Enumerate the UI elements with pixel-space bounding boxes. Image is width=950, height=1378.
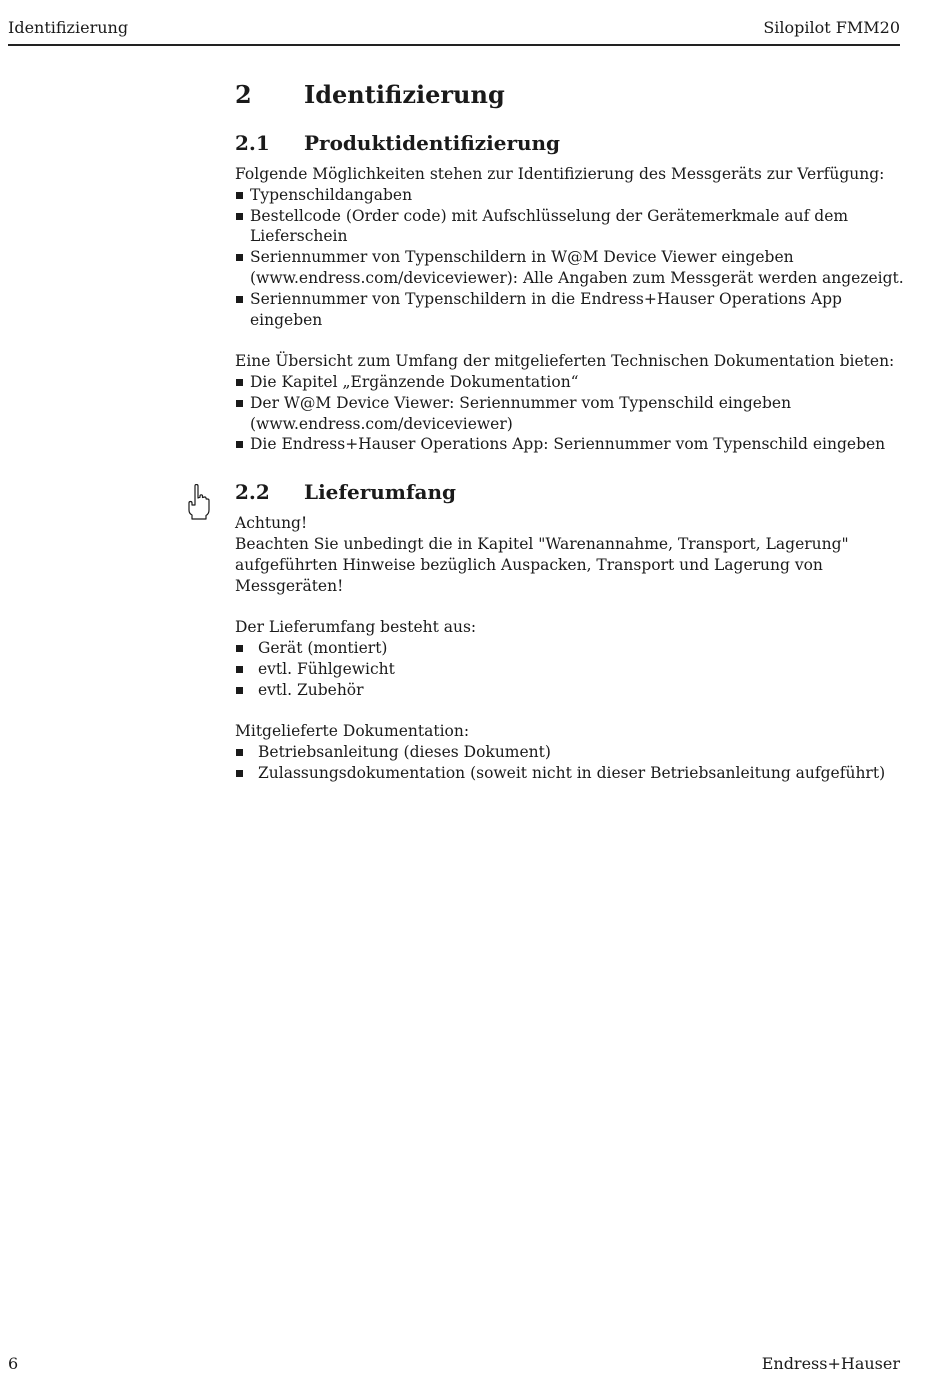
list-item: Zulassungsdokumentation (soweit nicht in dieser Betriebsanleitung aufgeführt) [235, 763, 915, 784]
pointing-hand-icon [186, 484, 212, 520]
identification-intro: Folgende Möglichkeiten stehen zur Identifizierung des Messgeräts zur Verfügung: [235, 165, 885, 183]
header-section-title: Identifizierung [8, 18, 129, 37]
section-title: Produktidentifizierung [304, 130, 561, 155]
chapter-title: Identifizierung [304, 79, 505, 109]
docs-list [235, 742, 915, 784]
main-content [235, 78, 915, 784]
docs-intro: Mitgelieferte Dokumentation: [235, 722, 470, 741]
list-item: Die Kapitel „Ergänzende Dokumentation“ [235, 372, 915, 393]
section-title: Lieferumfang [304, 479, 457, 504]
scope-list [235, 638, 915, 700]
list-item: evtl. Zubehör [235, 680, 915, 701]
caution-text: Beachten Sie unbedingt die in Kapitel "Warenannahme, Transport, Lagerung" aufgeführten Hinweise bezüglich Auspacken, Transport und Lagerung von Messgeräten! [235, 534, 849, 595]
section-heading-2-2 [235, 477, 915, 507]
scope-intro: Der Lieferumfang besteht aus: [235, 618, 477, 637]
documentation-overview-list [235, 372, 915, 455]
section-heading-2-1 [235, 128, 915, 158]
page-header [8, 18, 900, 46]
chapter-number: 2 [235, 79, 252, 109]
section-number: 2.2 [235, 479, 270, 504]
section-number: 2.1 [235, 130, 270, 155]
list-item: Bestellcode (Order code) mit Aufschlüsselung der Gerätemerkmale auf dem Lieferschein [235, 206, 915, 248]
list-item: Typenschildangaben [235, 185, 915, 206]
caution-label: Achtung! [235, 514, 308, 533]
page-number: 6 [8, 1354, 19, 1373]
list-item: Die Endress+Hauser Operations App: Seriennummer vom Typenschild eingeben [235, 434, 915, 455]
list-item: evtl. Fühlgewicht [235, 659, 915, 680]
documentation-intro: Eine Übersicht zum Umfang der mitgelieferten Technischen Dokumentation bieten: [235, 352, 895, 371]
footer-brand: Endress+Hauser [761, 1354, 900, 1373]
list-item: Der W@M Device Viewer: Seriennummer vom Typenschild eingeben (www.endress.com/deviceviewer) [235, 393, 915, 435]
list-item: Betriebsanleitung (dieses Dokument) [235, 742, 915, 763]
list-item: Gerät (montiert) [235, 638, 915, 659]
header-product-name: Silopilot FMM20 [763, 18, 900, 37]
list-item: Seriennummer von Typenschildern in W@M Device Viewer eingeben (www.endress.com/deviceviewer): Alle Angaben zum Messgerät werden angezeigt. [235, 247, 915, 289]
chapter-heading [235, 78, 915, 112]
list-item: Seriennummer von Typenschildern in die Endress+Hauser Operations App eingeben [235, 289, 915, 331]
identification-list [235, 185, 915, 331]
